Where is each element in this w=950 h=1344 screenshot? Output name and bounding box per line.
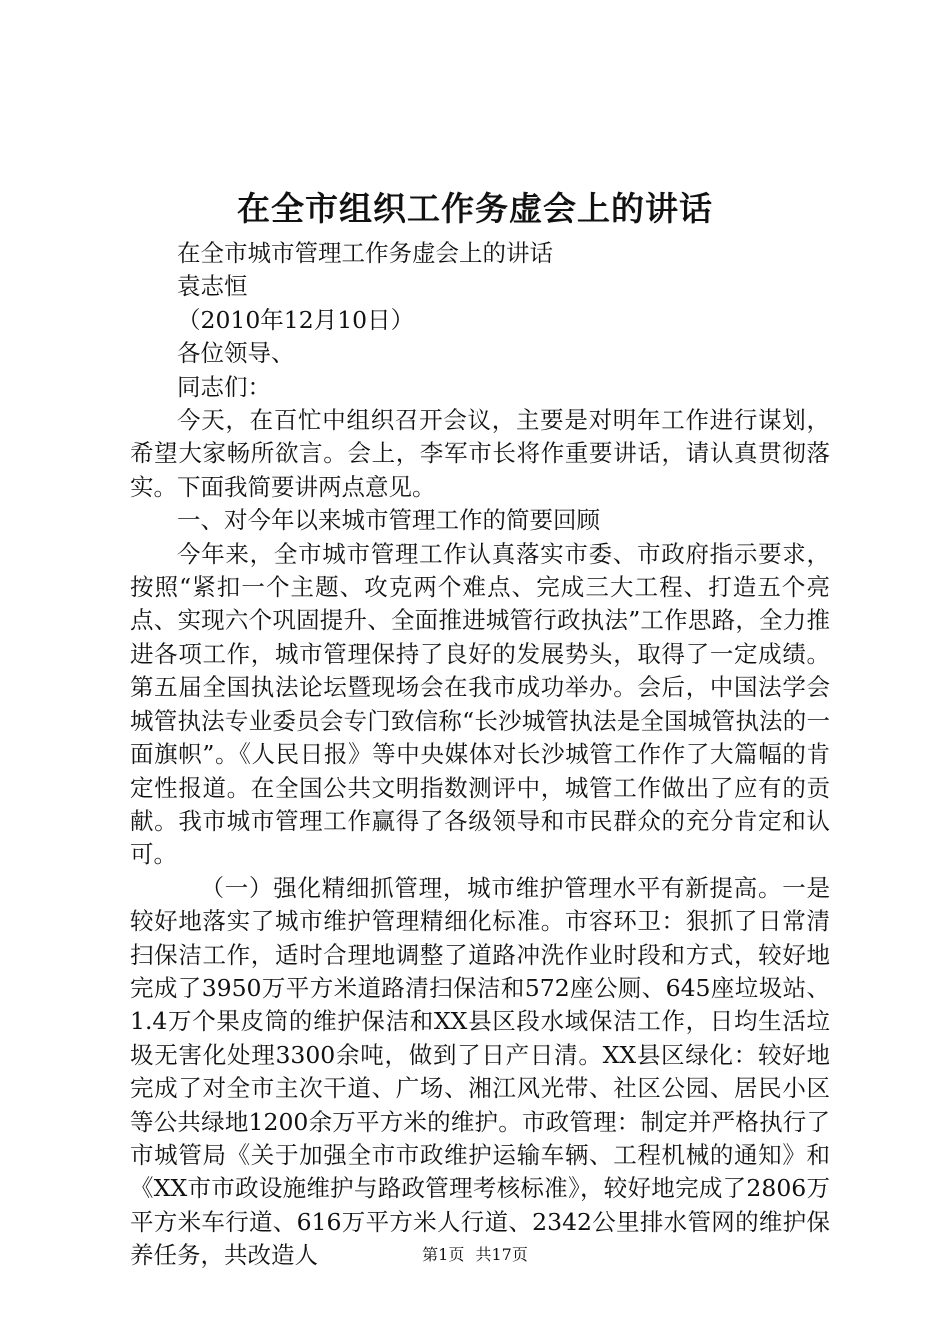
speech-date: （2010年12月10日） (177, 305, 415, 334)
speech-subtitle: 在全市城市管理工作务虚会上的讲话 (177, 239, 553, 267)
document-body (130, 237, 830, 1273)
speaker-name: 袁志恒 (177, 272, 248, 301)
review-paragraph: 今年来，全市城市管理工作认真落实市委、市政府指示要求，按照“紧扣一个主题、攻克两个难点、完成三大工程、打造五个亮点、实现六个巩固提升、全面推进城管行政执法”工作思路，全力推进各项工作，城市管理保持了良好的发展势头，取得了一定成绩。第五届全国执法论坛暨现场会在我市成功举办。会后，中国法学会城管执法专业委员会专门致信称“长沙城管执法是全国城管执法的一面旗帜”。《人民日报》等中央媒体对长沙城管工作作了大篇幅的肯定性报道。在全国公共文明指数测评中，城管工作做出了应有的贡献。我市城市管理工作赢得了各级领导和市民群众的充分肯定和认可。 (130, 539, 830, 869)
opening-paragraph: 今天，在百忙中组织召开会议，主要是对明年工作进行谋划，希望大家畅所欲言。会上，李军市长将作重要讲话，请认真贯彻落实。下面我简要讲两点意见。 (130, 406, 830, 501)
document-title: 在全市组织工作务虚会上的讲话 (237, 189, 713, 228)
section-heading: 一、对今年以来城市管理工作的简要回顾 (177, 506, 600, 535)
salutation-comrades: 同志们： (177, 372, 271, 401)
page-footer (0, 1244, 950, 1266)
page-total: 共17页 (475, 1245, 528, 1264)
salutation-leaders: 各位领导、 (177, 339, 295, 368)
subsection-paragraph: （一）强化精细抓管理，城市维护管理水平有新提高。一是较好地落实了城市维护管理精细化标准。市容环卫：狠抓了日常清扫保洁工作，适时合理地调整了道路冲洗作业时段和方式，较好地完成了3950万平方米道路清扫保洁和572座公厕、645座垃圾站、1.4万个果皮筒的维护保洁和XX县区段水域保洁工作，日均生活垃圾无害化处理3300余吨，做到了日产日清。XX县区绿化：较好地完成了对全市主次干道、广场、湘江风光带、社区公园、居民小区等公共绿地1200余万平方米的维护。市政管理：制定并严格执行了市城管局《关于加强全市市政维护运输车辆、工程机械的通知》和《XX市市政设施维护与路政管理考核标准》，较好地完成了2806万平方米车行道、616万平方米人行道、2342公里排水管网的维护保养任务，共改造人 (130, 873, 830, 1270)
page-number: 第1页 (422, 1245, 465, 1264)
